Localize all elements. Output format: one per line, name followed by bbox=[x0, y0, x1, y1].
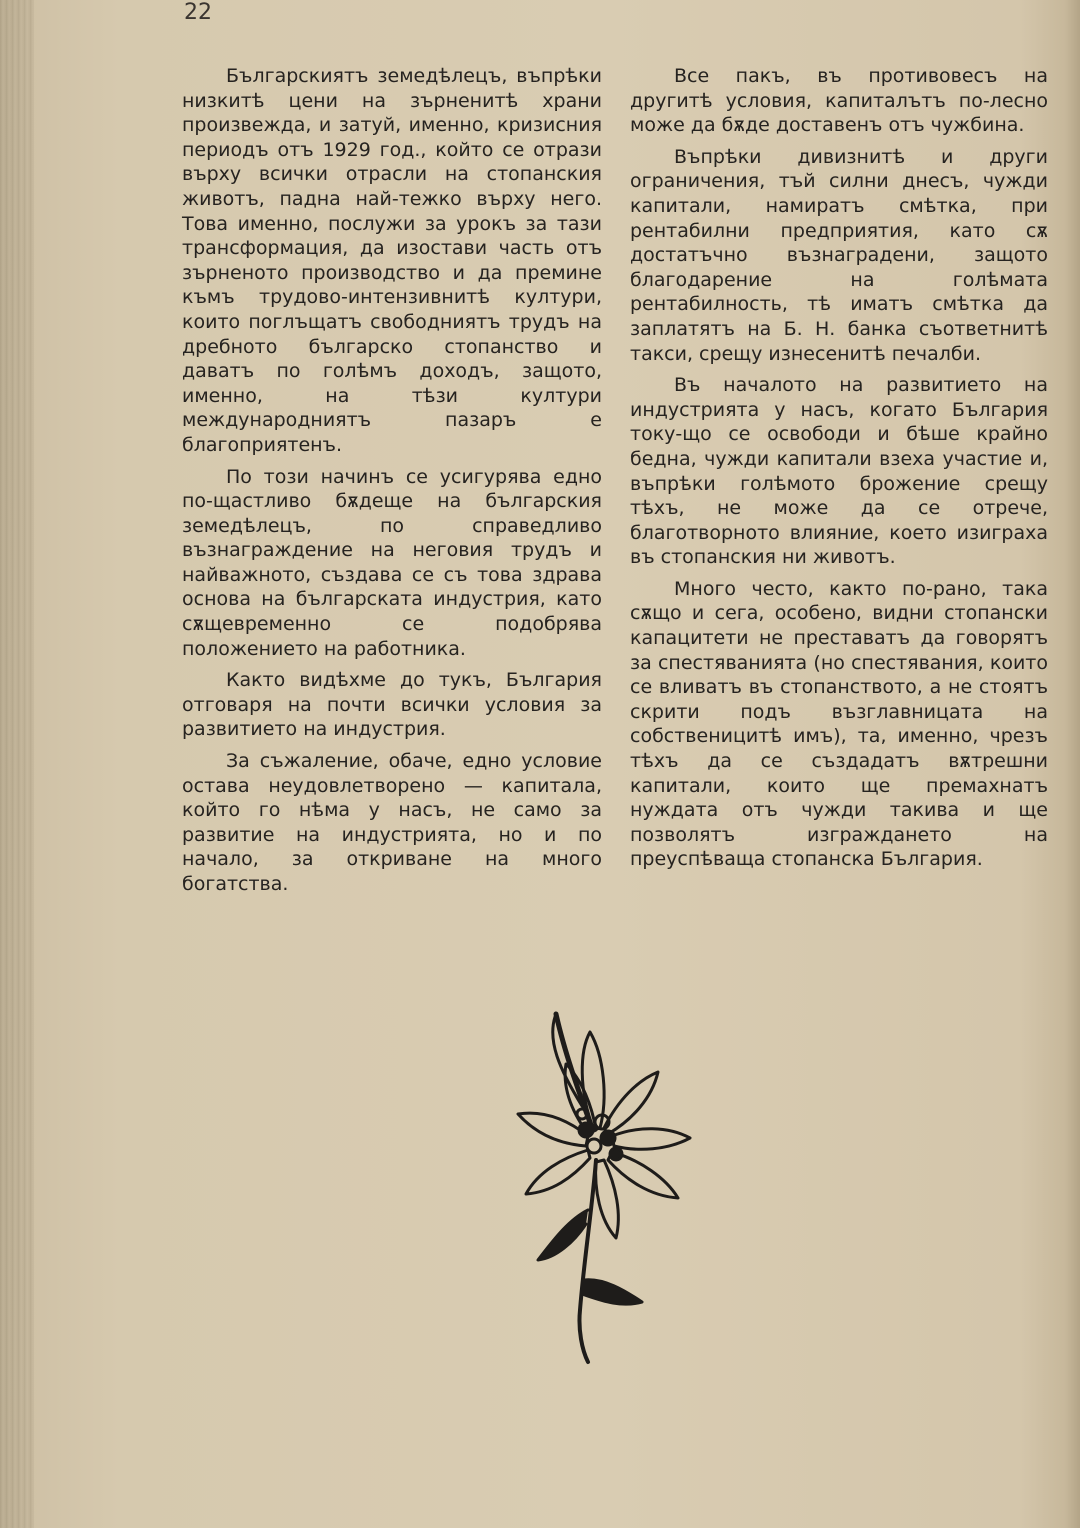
edelweiss-flower-icon bbox=[508, 1010, 698, 1370]
right-text-column bbox=[630, 64, 1048, 879]
paragraph: Въ началото на развитието на индустрията у насъ, когато България току-що се освободи и бѣше крайно бедна, чужди капитали взеха участие и, въпрѣки голѣмото брожение срещу тѣхъ, не може да се отрече, благотворното влияние, което изиграха въ стопанския ни животъ. bbox=[630, 374, 1048, 569]
book-spine-edge bbox=[0, 0, 34, 1528]
left-text-column bbox=[182, 64, 602, 904]
paragraph: По този начинъ се усигурява едно по-щастливо бѫдеще на българския земедѣлецъ, по справедливо възнаграждение на неговия трудъ и найважното, създава се съ това здрава основа на българската индустрия, като сѫщевременно се подобрява положението на работника. bbox=[182, 465, 602, 660]
paragraph: За съжаление, обаче, едно условие остава неудовлетворено — капитала, който го нѣма у насъ, не само за развитие на индустрията, но и по начало, за откриване на много богатства. bbox=[182, 750, 602, 895]
page-number: 22 bbox=[184, 0, 212, 25]
paragraph: Въпрѣки дивизнитѣ и други ограничения, тъй силни днесъ, чужди капитали, намиратъ смѣтка, при рентабилни предприятия, като сѫ достатъчно възнаградени, защото благодарение на голѣмата рентабилность, тѣ иматъ смѣтка да заплатятъ на Б. Н. банка съответнитѣ такси, срещу изнесенитѣ печалби. bbox=[630, 145, 1048, 365]
paragraph: Все пакъ, въ противовесъ на другитѣ условия, капиталътъ по-лесно може да бѫде доставенъ отъ чужбина. bbox=[630, 65, 1048, 137]
paragraph: Българскиятъ земедѣлецъ, въпрѣки низкитѣ цени на зърненитѣ храни произвежда, и затуй, именно, кризисния периодъ отъ 1929 год., който се отрази върху всички отрасли на стопанския животъ, падна най-тежко върху него. Това именно, послужи за урокъ за тази трансформация, да изостави часть отъ зърненото производство и да премине къмъ трудово-интензивнитѣ култури, които поглъщатъ свободниятъ трудъ на дребното българско стопанство и даватъ по голѣмъ доходъ, защото, именно, на тѣзи култури международниятъ пазаръ е благоприятенъ. bbox=[182, 65, 602, 456]
paragraph: Много често, както по-рано, така сѫщо и сега, особено, видни стопански капацитети не преставатъ да говорятъ за спестяванията (но спестявания, които се вливатъ въ стопанството, а не стоятъ скрити подъ възглавницата на собственицитѣ имъ), та, именно, чрезъ тѣхъ да се създадатъ вѫтрешни капитали, които ще премахнатъ нуждата отъ чужди такива и ще позволятъ изграждането на преуспѣваща стопанска България. bbox=[630, 577, 1048, 871]
paragraph: Както видѣхме до тукъ, България отговаря на почти всички условия за развитието на индустрия. bbox=[182, 669, 602, 741]
